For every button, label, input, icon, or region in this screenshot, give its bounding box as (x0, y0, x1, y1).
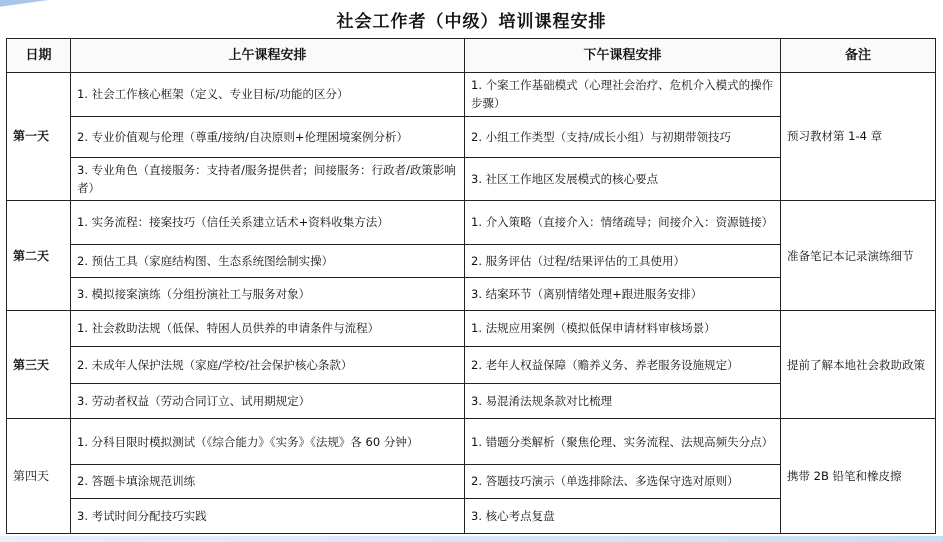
morning-course: 3. 劳动者权益（劳动合同订立、试用期规定） (71, 384, 465, 419)
morning-course: 3. 考试时间分配技巧实践 (71, 498, 465, 533)
day-note: 提前了解本地社会救助政策 (781, 311, 936, 419)
morning-course: 1. 分科目限时模拟测试（《综合能力》《实务》《法规》各 60 分钟） (71, 419, 465, 465)
morning-course: 1. 实务流程：接案技巧（信任关系建立话术+资料收集方法） (71, 200, 465, 244)
day-label: 第一天 (7, 73, 71, 201)
afternoon-course: 2. 老年人权益保障（赡养义务、养老服务设施规定） (465, 346, 781, 383)
day-label: 第二天 (7, 200, 71, 310)
afternoon-course: 1. 法规应用案例（模拟低保申请材料审核场景） (465, 311, 781, 346)
afternoon-course: 1. 介入策略（直接介入：情绪疏导；间接介入：资源链接） (465, 200, 781, 244)
day-label: 第四天 (7, 419, 71, 534)
schedule-table (6, 38, 936, 534)
morning-course: 1. 社会救助法规（低保、特困人员供养的申请条件与流程） (71, 311, 465, 346)
bottom-decoration (0, 536, 943, 542)
afternoon-course: 3. 易混淆法规条款对比梳理 (465, 384, 781, 419)
day-note: 携带 2B 铅笔和橡皮擦 (781, 419, 936, 534)
afternoon-course: 1. 个案工作基础模式（心理社会治疗、危机介入模式的操作步骤） (465, 73, 781, 117)
header-morning: 上午课程安排 (71, 39, 465, 73)
afternoon-course: 2. 答题技巧演示（单选排除法、多选保守选对原则） (465, 465, 781, 498)
morning-course: 2. 未成年人保护法规（家庭/学校/社会保护核心条款） (71, 346, 465, 383)
day-label: 第三天 (7, 311, 71, 419)
afternoon-course: 3. 结案环节（离别情绪处理+跟进服务安排） (465, 277, 781, 310)
afternoon-course: 2. 小组工作类型（支持/成长小组）与初期带领技巧 (465, 116, 781, 158)
morning-course: 3. 专业角色（直接服务：支持者/服务提供者；间接服务：行政者/政策影响者） (71, 158, 465, 201)
day-note: 预习教材第 1-4 章 (781, 73, 936, 201)
afternoon-course: 2. 服务评估（过程/结果评估的工具使用） (465, 244, 781, 277)
afternoon-course: 1. 错题分类解析（聚焦伦理、实务流程、法规高频失分点） (465, 419, 781, 465)
header-date: 日期 (7, 39, 71, 73)
morning-course: 2. 预估工具（家庭结构图、生态系统图绘制实操） (71, 244, 465, 277)
header-afternoon: 下午课程安排 (465, 39, 781, 73)
day-note: 准备笔记本记录演练细节 (781, 200, 936, 310)
header-notes: 备注 (781, 39, 936, 73)
morning-course: 3. 模拟接案演练（分组扮演社工与服务对象） (71, 277, 465, 310)
afternoon-course: 3. 核心考点复盘 (465, 498, 781, 533)
morning-course: 2. 专业价值观与伦理（尊重/接纳/自决原则+伦理困境案例分析） (71, 116, 465, 158)
morning-course: 2. 答题卡填涂规范训练 (71, 465, 465, 498)
afternoon-course: 3. 社区工作地区发展模式的核心要点 (465, 158, 781, 201)
morning-course: 1. 社会工作核心框架（定义、专业目标/功能的区分） (71, 73, 465, 117)
page-title: 社会工作者（中级）培训课程安排 (336, 12, 607, 32)
